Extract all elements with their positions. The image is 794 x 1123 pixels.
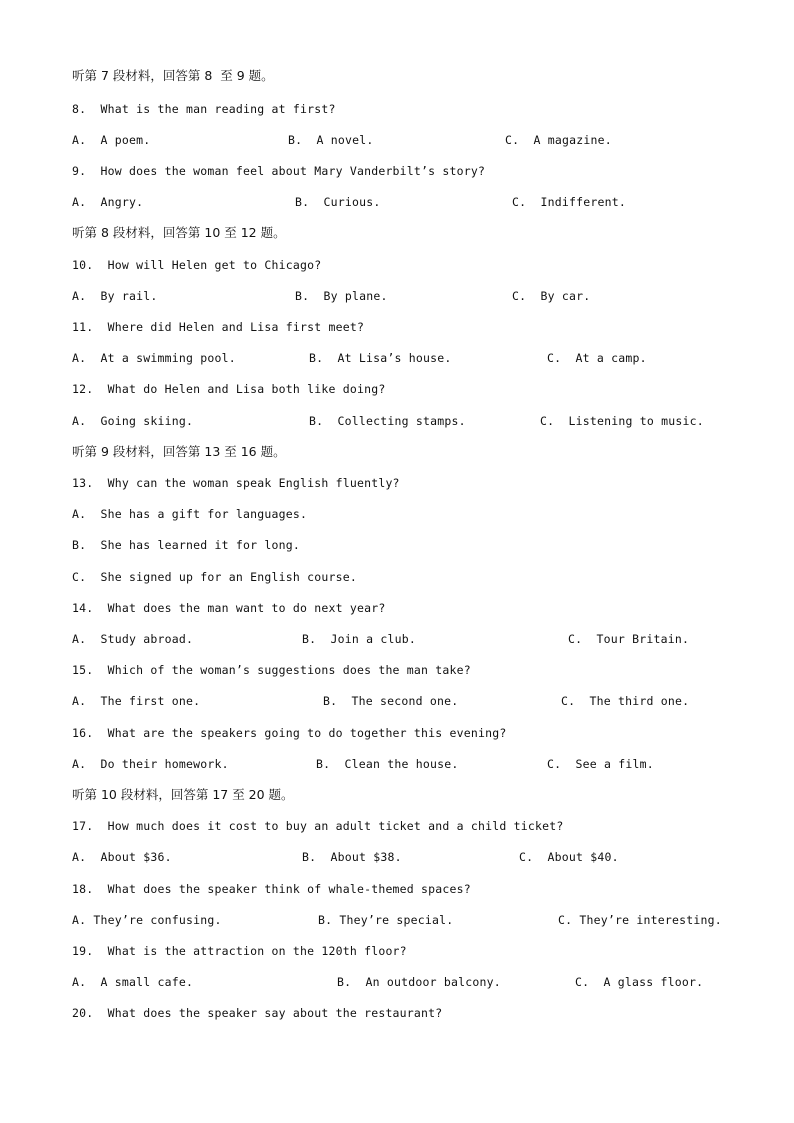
option-b: B. They’re special. bbox=[318, 913, 454, 927]
option-c: C. A magazine. bbox=[505, 133, 612, 147]
option-c: C. The third one. bbox=[561, 694, 690, 708]
option-13-b: B. She has learned it for long. bbox=[72, 538, 300, 552]
question-17: 17. How much does it cost to buy an adult ticket and a child ticket? bbox=[72, 819, 564, 833]
question-14: 14. What does the man want to do next year? bbox=[72, 601, 386, 615]
option-b: B. The second one. bbox=[323, 694, 459, 708]
option-a: A. Going skiing. bbox=[72, 414, 194, 428]
option-c: C. At a camp. bbox=[547, 351, 647, 365]
option-a: A. The first one. bbox=[72, 694, 201, 708]
question-12: 12. What do Helen and Lisa both like doing? bbox=[72, 382, 386, 396]
option-b: B. Collecting stamps. bbox=[309, 414, 466, 428]
option-c: C. About $40. bbox=[519, 850, 619, 864]
question-16: 16. What are the speakers going to do together this evening? bbox=[72, 726, 507, 740]
option-b: B. At Lisa’s house. bbox=[309, 351, 452, 365]
option-b: B. About $38. bbox=[302, 850, 402, 864]
section-header-9: 听第 9 段材料，回答第 13 至 16 题。 bbox=[72, 444, 286, 459]
question-13: 13. Why can the woman speak English fluently? bbox=[72, 476, 400, 490]
option-a: A. Do their homework. bbox=[72, 757, 229, 771]
option-b: B. An outdoor balcony. bbox=[337, 975, 501, 989]
question-19: 19. What is the attraction on the 120th floor? bbox=[72, 944, 407, 958]
option-b: B. Clean the house. bbox=[316, 757, 459, 771]
option-c: C. See a film. bbox=[547, 757, 654, 771]
question-9: 9. How does the woman feel about Mary Vanderbilt’s story? bbox=[72, 164, 486, 178]
option-a: A. About $36. bbox=[72, 850, 172, 864]
question-18: 18. What does the speaker think of whale-themed spaces? bbox=[72, 882, 471, 896]
option-c: C. They’re interesting. bbox=[558, 913, 722, 927]
question-10: 10. How will Helen get to Chicago? bbox=[72, 258, 322, 272]
option-c: C. By car. bbox=[512, 289, 591, 303]
option-a: A. Study abroad. bbox=[72, 632, 194, 646]
option-c: C. Indifferent. bbox=[512, 195, 626, 209]
option-a: A. A poem. bbox=[72, 133, 151, 147]
option-a: A. By rail. bbox=[72, 289, 158, 303]
option-c: C. A glass floor. bbox=[575, 975, 704, 989]
section-header-10: 听第 10 段材料，回答第 17 至 20 题。 bbox=[72, 787, 294, 802]
option-a: A. They’re confusing. bbox=[72, 913, 222, 927]
section-header-7: 听第 7 段材料，回答第 8 至 9 题。 bbox=[72, 68, 274, 83]
option-a: A. At a swimming pool. bbox=[72, 351, 236, 365]
option-a: A. A small cafe. bbox=[72, 975, 194, 989]
option-b: B. Curious. bbox=[295, 195, 381, 209]
question-20: 20. What does the speaker say about the restaurant? bbox=[72, 1006, 443, 1020]
option-b: B. A novel. bbox=[288, 133, 374, 147]
question-11: 11. Where did Helen and Lisa first meet? bbox=[72, 320, 365, 334]
option-b: B. Join a club. bbox=[302, 632, 416, 646]
option-a: A. Angry. bbox=[72, 195, 144, 209]
section-header-8: 听第 8 段材料，回答第 10 至 12 题。 bbox=[72, 225, 286, 240]
question-15: 15. Which of the woman’s suggestions does the man take? bbox=[72, 663, 471, 677]
option-c: C. Listening to music. bbox=[540, 414, 704, 428]
option-b: B. By plane. bbox=[295, 289, 388, 303]
question-8: 8. What is the man reading at first? bbox=[72, 102, 336, 116]
option-c: C. Tour Britain. bbox=[568, 632, 690, 646]
option-13-c: C. She signed up for an English course. bbox=[72, 570, 357, 584]
option-13-a: A. She has a gift for languages. bbox=[72, 507, 308, 521]
